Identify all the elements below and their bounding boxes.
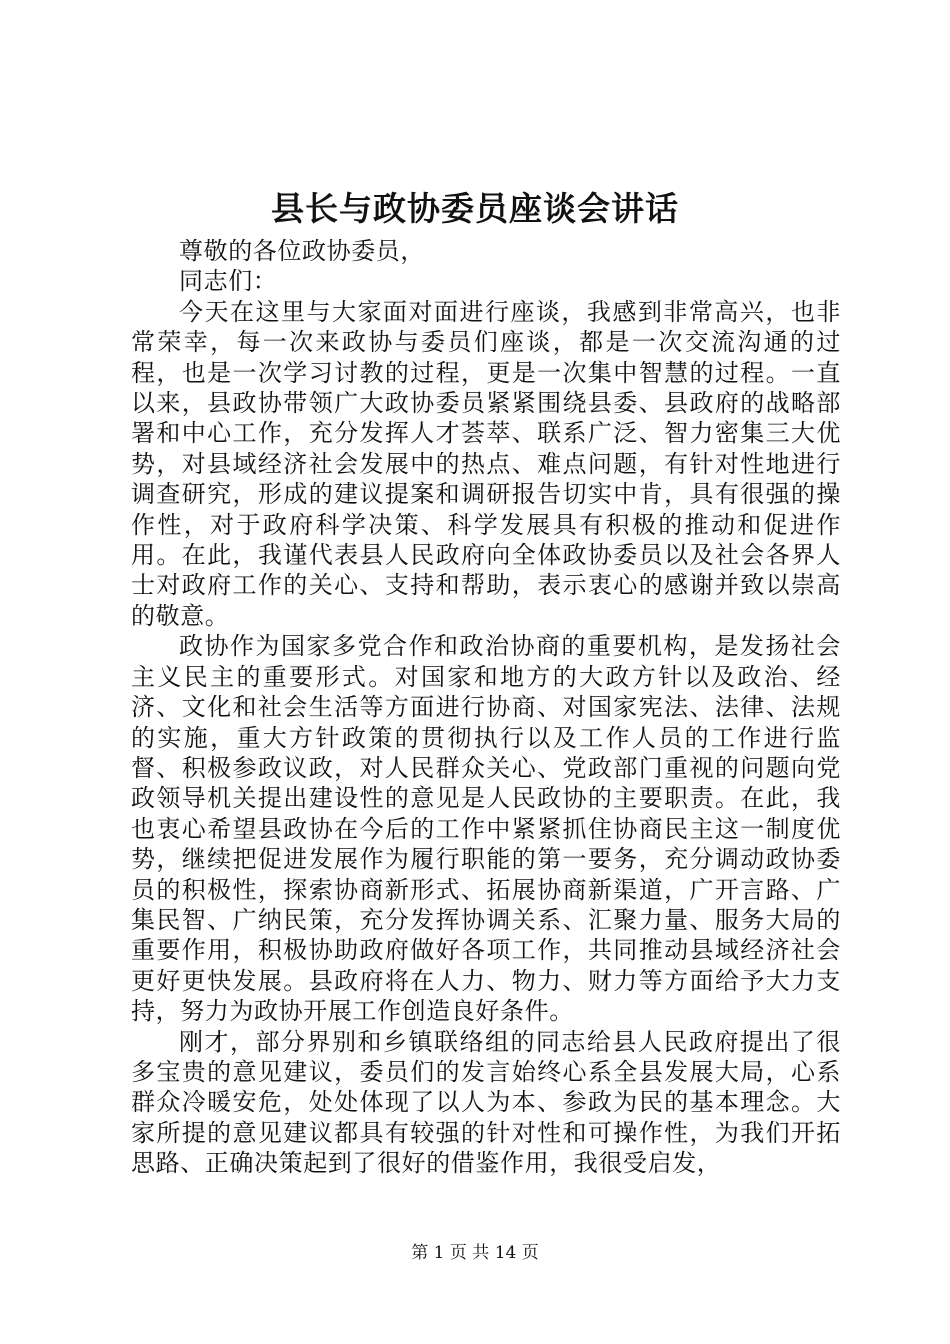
document-title: 县长与政协委员座谈会讲话	[271, 189, 679, 228]
body-paragraph: 政协作为国家多党合作和政治协商的重要机构，是发扬社会主义民主的重要形式。对国家和地方的大政方针以及政治、经济、文化和社会生活等方面进行协商、对国家宪法、法律、法规的实施，重大方针政策的贯彻执行以及工作人员的工作进行监督、积极参政议政，对人民群众关心、党政部门重视的问题向党政领导机关提出建设性的意见是人民政协的主要职责。在此，我也衷心希望县政协在今后的工作中紧紧抓住协商民主这一制度优势，继续把促进发展作为履行职能的第一要务，充分调动政协委员的积极性，探索协商新形式、拓展协商新渠道，广开言路、广集民智、广纳民策，充分发挥协调关系、汇聚力量、服务大局的重要作用，积极协助政府做好各项工作，共同推动县域经济社会更好更快发展。县政府将在人力、物力、财力等方面给予大力支持，努力为政协开展工作创造良好条件。	[131, 632, 841, 1026]
document-body	[131, 236, 841, 1179]
salutation-line: 尊敬的各位政协委员，	[179, 237, 425, 265]
body-paragraph: 刚才，部分界别和乡镇联络组的同志给县人民政府提出了很多宝贵的意见建议，委员们的发言始终心系全县发展大局，心系群众冷暖安危，处处体现了以人为本、参政为民的基本理念。大家所提的意见建议都具有较强的针对性和可操作性，为我们开拓思路、正确决策起到了很好的借鉴作用，我很受启发，	[131, 1027, 841, 1178]
page-footer: 第 1 页 共 14 页	[411, 1243, 539, 1263]
salutation-line: 同志们：	[179, 267, 278, 296]
body-paragraph: 今天在这里与大家面对面进行座谈，我感到非常高兴，也非常荣幸，每一次来政协与委员们座谈，都是一次交流沟通的过程，也是一次学习讨教的过程，更是一次集中智慧的过程。一直以来，县政协带领广大政协委员紧紧围绕县委、县政府的战略部署和中心工作，充分发挥人才荟萃、联系广泛、智力密集三大优势，对县域经济社会发展中的热点、难点问题，有针对性地进行调查研究，形成的建议提案和调研报告切实中肯，具有很强的操作性，对于政府科学决策、科学发展具有积极的推动和促进作用。在此，我谨代表县人民政府向全体政协委员以及社会各界人士对政府工作的关心、支持和帮助，表示衷心的感谢并致以崇高的敬意。	[131, 297, 841, 630]
